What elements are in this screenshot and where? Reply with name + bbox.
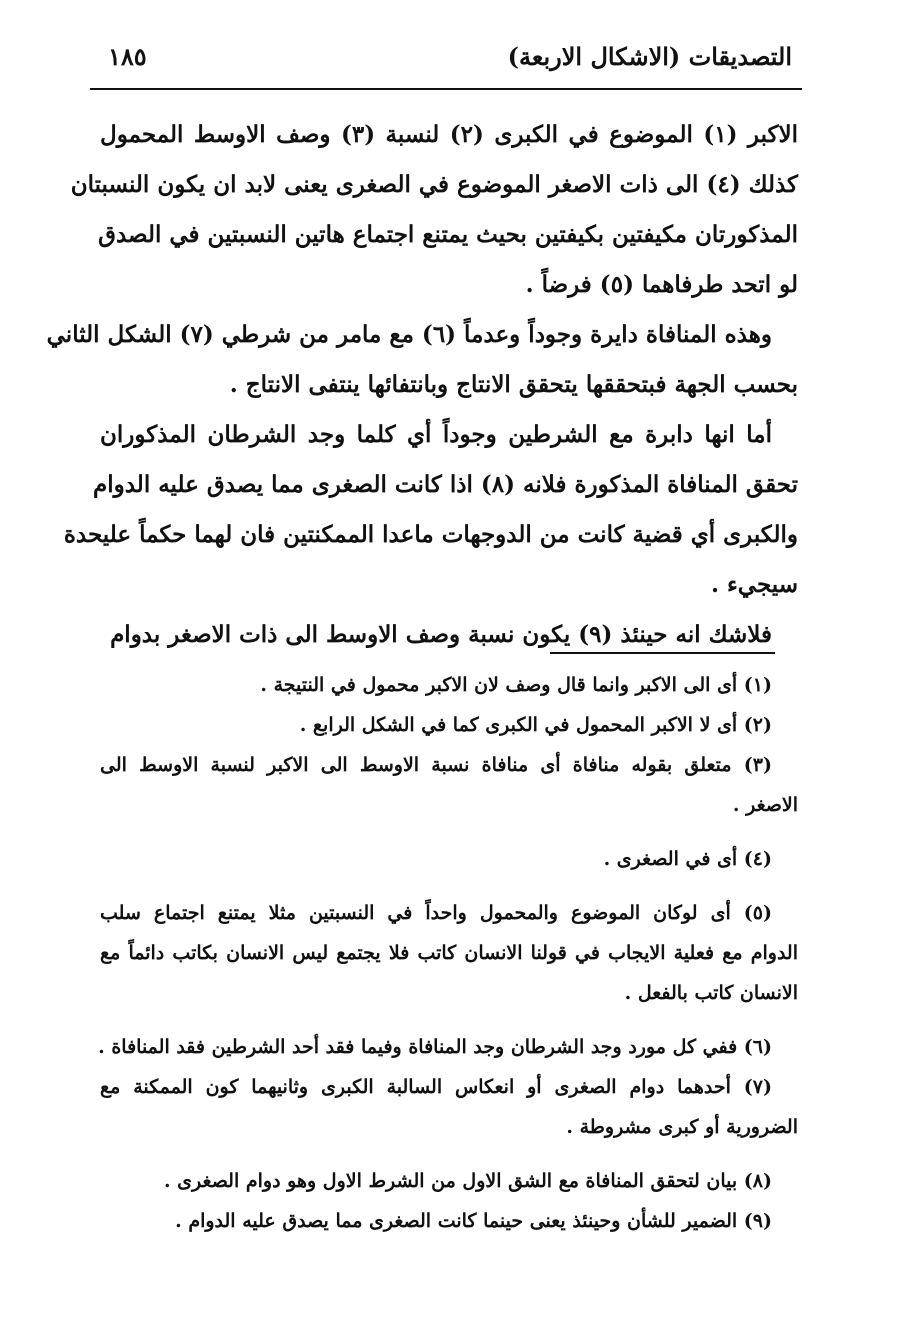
footnote-line: (٥) أى لوكان الموضوع والمحمول واحداً في النسبتين مثلا يمتنع اجتماع سلب xyxy=(100,902,772,924)
footnote-line: (١) أى الى الاكبر وانما قال وصف لان الاكبر محمول في النتيجة . xyxy=(260,674,772,696)
footnote-line: الانسان كاتب بالفعل . xyxy=(624,982,798,1004)
text-line: لو اتحد طرفاهما (٥) فرضاً . xyxy=(525,271,798,298)
text-line: وهذه المنافاة دايرة وجوداً وعدماً (٦) مع مامر من شرطي (٧) الشكل الثاني xyxy=(46,321,772,348)
footnote-line: الاصغر . xyxy=(732,794,798,816)
footnote-line: (٩) الضمير للشأن وحينئذ يعنى حينما كانت الصغرى مما يصدق عليه الدوام . xyxy=(175,1210,772,1232)
text-line: سيجيء . xyxy=(710,571,798,598)
text-line: كذلك (٤) الى ذات الاصغر الموضوع في الصغرى يعنى لابد ان يكون النسبتان xyxy=(70,171,798,198)
footnote-line: (٣) متعلق بقوله منافاة أى منافاة نسبة الاوسط الى الاكبر لنسبة الاوسط الى xyxy=(100,754,772,776)
page-header xyxy=(108,34,792,78)
text-line: المذكورتان مكيفتين بكيفتين بحيث يمتنع اجتماع هاتين النسبتين في الصدق xyxy=(98,221,798,248)
text-line: أما انها دابرة مع الشرطين وجوداً أي كلما وجد الشرطان المذكوران xyxy=(100,421,772,448)
text-line: بحسب الجهة فبتحققها يتحقق الانتاج وبانتفائها ينتفى الانتاج . xyxy=(229,371,798,398)
header-rule xyxy=(90,88,802,90)
chapter-title: التصديقات (الاشكال الاربعة) xyxy=(507,41,792,71)
page-number: ١٨٥ xyxy=(108,41,147,71)
spacer xyxy=(100,825,798,839)
spacer xyxy=(100,1013,798,1027)
text-line: تحقق المنافاة المذكورة فلانه (٨) اذا كانت الصغرى مما يصدق عليه الدوام xyxy=(93,471,798,498)
text-line: والكبرى أي قضية كانت من الدوجهات ماعدا الممكنتين فان لهما حكماً عليحدة xyxy=(63,521,798,548)
text-line: الاكبر (١) الموضوع في الكبرى (٢) لنسبة (٣) وصف الاوسط المحمول xyxy=(100,121,799,148)
footnote-line: (٦) ففي كل مورد وجد الشرطان وجد المنافاة وفيما فقد أحد الشرطين فقد المنافاة . xyxy=(98,1036,772,1058)
footnote-separator xyxy=(550,652,775,654)
footnote-line: الدوام مع فعلية الايجاب في قولنا الانسان كاتب فلا يجتمع ليس الانسان بكاتب دائماً مع xyxy=(100,942,798,964)
spacer xyxy=(100,879,798,893)
footnote-line: (٢) أى لا الاكبر المحمول في الكبرى كما في الشكل الرابع . xyxy=(299,714,772,736)
spacer xyxy=(100,1147,798,1161)
footnotes xyxy=(100,665,798,1241)
footnote-line: (٨) بيان لتحقق المنافاة مع الشق الاول من الشرط الاول وهو دوام الصغرى . xyxy=(163,1170,772,1192)
footnote-line: الضرورية أو كبرى مشروطة . xyxy=(566,1116,798,1138)
text-line: فلاشك انه حينئذ (٩) يكون نسبة وصف الاوسط الى ذات الاصغر بدوام xyxy=(110,621,772,648)
main-text xyxy=(46,110,799,660)
footnote-line: (٧) أحدهما دوام الصغرى أو انعكاس السالبة الكبرى وثانيهما كون الممكنة مع xyxy=(100,1076,772,1098)
footnote-line: (٤) أى في الصغرى . xyxy=(603,848,772,870)
